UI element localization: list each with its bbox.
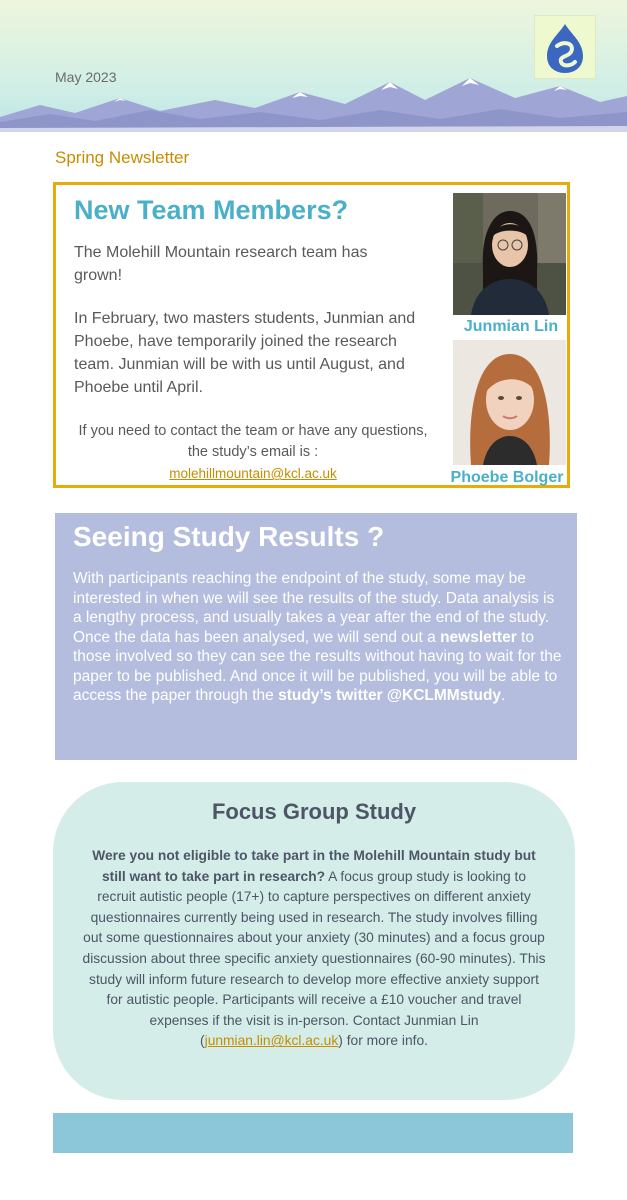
- focus-bold-intro: Were you not eligible to take part in the Molehill Mountain study but still want to take part in research?: [92, 848, 536, 884]
- focus-section-title: Focus Group Study: [211, 799, 417, 824]
- header-banner: [0, 0, 627, 132]
- results-text-b: to those involved so they can see the results without having to wait for the paper to be published. And once it will be published, you will be able to access the paper through the: [73, 628, 562, 704]
- newsletter-subtitle: Spring Newsletter: [55, 148, 190, 167]
- member-photo-phoebe: [453, 340, 566, 465]
- results-bold-twitter: study’s twitter @KCLMMstudy: [278, 687, 502, 704]
- team-email-link[interactable]: molehillmountain@kcl.ac.uk: [169, 466, 337, 481]
- focus-group-section: [53, 782, 575, 1100]
- results-bold-newsletter: newsletter: [440, 628, 517, 646]
- results-body: [73, 569, 563, 706]
- member-name-phoebe: Phoebe Bolger: [450, 469, 564, 486]
- drop-swirl-logo-icon: [535, 16, 595, 78]
- new-team-members-section: [53, 182, 570, 488]
- study-results-section: [55, 513, 577, 760]
- issue-date: May 2023: [55, 69, 117, 85]
- member-photo-junmian: [453, 193, 566, 315]
- member-name-junmian: Junmian Lin: [463, 318, 559, 335]
- team-paragraph-2: In February, two masters students, Junmian and Phoebe, have temporarily joined the research team. Junmian will be with us until August, and Phoebe until April.: [74, 310, 416, 396]
- results-section-title: Seeing Study Results ?: [73, 521, 385, 552]
- focus-text: A focus group study is looking to recruit autistic people (17+) to capture perspectives on different anxiety questionnaires currently being used in research. The study involves filling out some questionnaires about your anxiety (30 minutes) and a focus group discussion about three specific anxiety questionnaires (60-90 minutes). This study will inform future research to develop more effective anxiety support for autistic people. Participants will receive a £10 voucher and travel expenses if the visit is in-person. Contact Junmian Lin (: [82, 868, 546, 1049]
- results-text-a: With participants reaching the endpoint of the study, some may be interested in when we will see the results of the study. Data analysis is a lengthy process, and usually takes a year after the end of the study. Once the data has been analysed, we will send out a: [73, 570, 555, 646]
- footer-bar: [53, 1113, 573, 1153]
- team-paragraph-1: The Molehill Mountain research team has grown!: [74, 244, 368, 284]
- logo: [534, 15, 596, 79]
- results-text-c: .: [501, 687, 506, 704]
- focus-text-end: ) for more info.: [338, 1033, 428, 1049]
- contact-text: If you need to contact the team or have any questions, the study’s email is :: [78, 423, 428, 460]
- focus-body: [81, 846, 547, 1052]
- team-contact: [74, 421, 432, 485]
- team-section-title: New Team Members?: [74, 195, 349, 225]
- focus-email-link[interactable]: junmian.lin@kcl.ac.uk: [204, 1033, 339, 1049]
